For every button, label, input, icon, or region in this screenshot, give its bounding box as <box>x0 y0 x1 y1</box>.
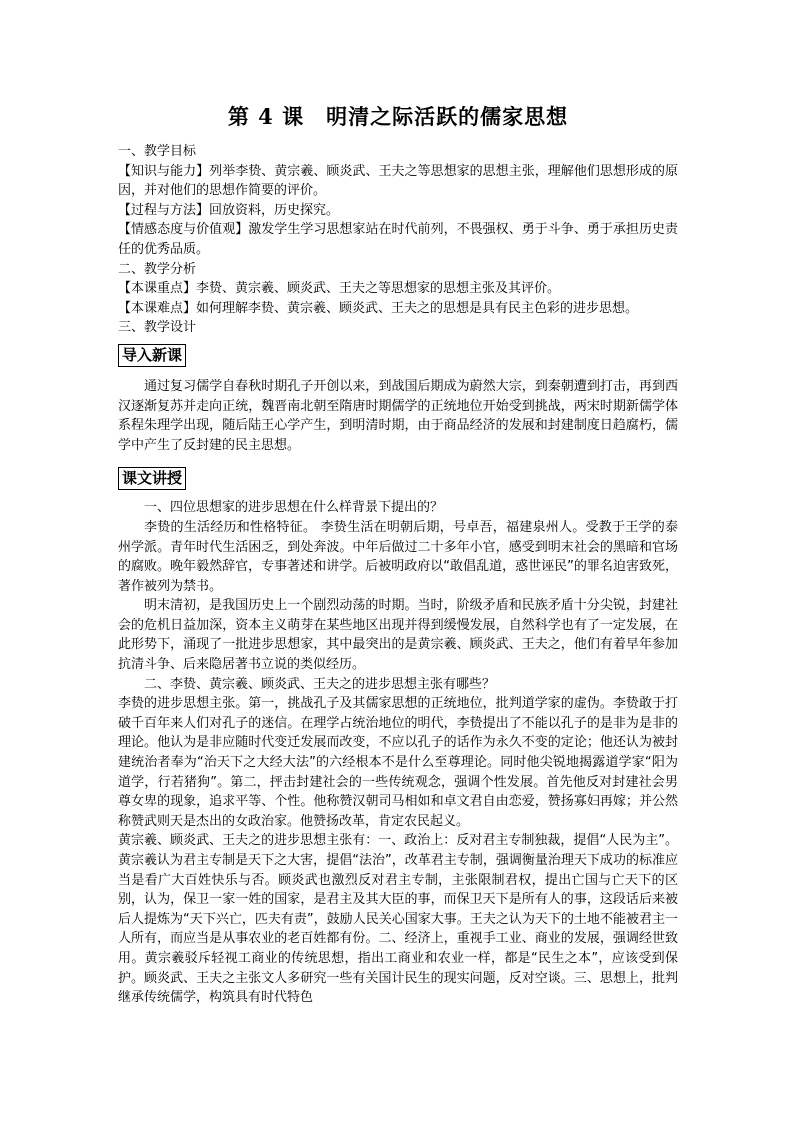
question-one: 一、四位思想家的进步思想在什么样背景下提出的？ <box>144 500 444 516</box>
analysis-heading: 二、教学分析 <box>118 261 197 277</box>
knowledge-objective: 【知识与能力】列举李贽、黄宗羲、顾炎武、王夫之等思想家的思想主张，理解他们思想形成的原因，并对他们的思想作简要的评价。 <box>118 163 678 199</box>
objectives-heading: 一、教学目标 <box>118 144 197 159</box>
lecture-section-box: 课文讲授 <box>118 467 186 490</box>
emotion-objective: 【情感态度与价值观】激发学生学习思想家站在时代前列，不畏强权、勇于斗争、勇于承担历史责任的优秀品质。 <box>118 222 678 257</box>
key-point: 【本课重点】李贽、黄宗羲、顾炎武、王夫之等思想家的思想主张及其评价。 <box>118 281 561 297</box>
question-two: 二、李贽、黄宗羲、顾炎武、王夫之的进步思想主张有哪些？ <box>144 676 496 692</box>
document-page <box>118 104 678 1008</box>
li-zhi-background-paragraph: 李贽的生活经历和性格特征。 李贽生活在明朝后期，号卓吾，福建泉州人。受教于王学的泰州学派。青年时代生活困乏，到处奔波。中年后做过二十多年小官，感受到明末社会的黑暗和官场的腐败。晚年毅然辞官，专事著述和讲学。后被明政府以“敢倡乱道，惑世诬民”的罪名迫害致死，著作被列为禁书。 <box>118 519 678 594</box>
design-heading: 三、教学设计 <box>118 320 197 336</box>
process-objective: 【过程与方法】回放资料，历史探究。 <box>118 202 340 218</box>
page-title: 第 4 课 明清之际活跃的儒家思想 <box>227 104 569 129</box>
intro-paragraph: 通过复习儒学自春秋时期孔子开创以来，到战国后期成为蔚然大宗，到秦朝遭到打击，再到西汉逐渐复苏并走向正统，魏晋南北朝至隋唐时期儒学的正统地位开始受到挑战，两宋时期新儒学体系程朱理学出现，随后陆王心学产生，到明清时期，由于商品经济的发展和封建制度日趋腐朽，儒学中产生了反封建的民主思想。 <box>118 378 678 453</box>
era-background-paragraph: 明末清初，是我国历史上一个剧烈动荡的时期。当时，阶级矛盾和民族矛盾十分尖锐，封建社会的危机日益加深，资本主义萌芽在某些地区出现并得到缓慢发展，自然科学也有了一定发展，在此形势下，涌现了一批进步思想家，其中最突出的是黄宗羲、顾炎武、王夫之，他们有着早年参加抗清斗争、后来隐居著书立说的类似经历。 <box>118 598 678 673</box>
three-thinkers-ideas-paragraph: 黄宗羲、顾炎武、王夫之的进步思想主张有：一、政治上：反对君主专制独裁，提倡“人民为主”。黄宗羲认为君主专制是天下之大害，提倡“法治”，改革君主专制，强调衡量治理天下成功的标准应当是看广大百姓快乐与否。顾炎武也激烈反对君主专制，主张限制君权，提出亡国与亡天下的区别，认为，保卫一家一姓的国家，是君主及其大臣的事，而保卫天下是所有人的事，这段话后来被后人提炼为“天下兴亡，匹夫有责”，鼓励人民关心国家大事。王夫之认为天下的土地不能被君主一人所有，而应当是从事农业的老百姓都有份。二、经济上，重视手工业、商业的发展，强调经世致用。黄宗羲驳斥轻视工商业的传统思想，指出工商业和农业一样，都是“民生之本”，应该受到保护。顾炎武、王夫之主张文人多研究一些有关国计民生的现实问题，反对空谈。三、思想上，批判继承传统儒学，构筑具有时代特色 <box>118 833 678 1006</box>
difficult-point: 【本课难点】如何理解李贽、黄宗羲、顾炎武、王夫之的思想是具有民主色彩的进步思想。 <box>118 300 639 316</box>
li-zhi-ideas-paragraph: 李贽的进步思想主张。第一，挑战孔子及其儒家思想的正统地位，批判道学家的虚伪。李贽敢于打破千百年来人们对孔子的迷信。在理学占统治地位的明代，李贽提出了不能以孔子的是非为是非的理论。他认为是非应随时代变迁发展而改变，不应以孔子的话作为永久不变的定论；他还认为被封建统治者奉为“治天下之大经大法”的六经根本不是什么至尊理论。同时他尖锐地揭露道学家“阳为道学，行若猪狗”。第二，抨击封建社会的一些传统观念，强调个性发展。首先他反对封建社会男尊女卑的现象，追求平等、个性。他称赞汉朝司马相如和卓文君自由恋爱，赞扬寡妇再嫁；并公然称赞武则天是杰出的女政治家。他赞扬改革，肯定农民起义。 <box>118 696 678 829</box>
intro-section-box: 导入新课 <box>118 344 186 367</box>
